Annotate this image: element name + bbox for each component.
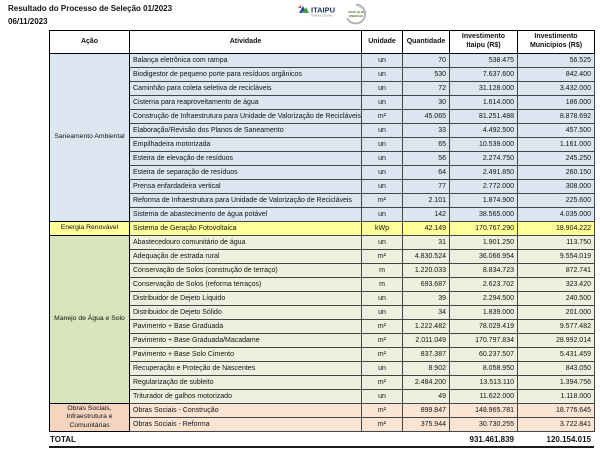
cell-unidade: un — [362, 124, 403, 138]
cell-unidade: m² — [362, 376, 403, 390]
cell-unidade: un — [362, 362, 403, 376]
cell-unidade: m² — [362, 250, 403, 264]
cell-atividade: Adequação de estrada rural — [130, 250, 362, 264]
table-row — [50, 264, 595, 278]
cell-atividade: Pavimento + Base Graduada — [130, 320, 362, 334]
table-row — [50, 362, 595, 376]
group-label: Obras Sociais, Infraestrutura e Comunitárias — [50, 404, 130, 432]
table-row — [50, 404, 595, 418]
cell-investimento-municipios: 225.600 — [518, 194, 595, 208]
cell-investimento-itaipu: 148.965.781 — [450, 404, 518, 418]
cell-quantidade: 899.847 — [403, 404, 450, 418]
cell-atividade: Conservação de Solos (construção de terraço) — [130, 264, 362, 278]
cell-investimento-itaipu: 1.614.000 — [450, 96, 518, 110]
cell-atividade: Empilhadeira motorizada — [130, 138, 362, 152]
cell-investimento-itaipu: 2.772.000 — [450, 180, 518, 194]
cell-investimento-itaipu: 81.251.488 — [450, 110, 518, 124]
cell-investimento-municipios: 1.394.756 — [518, 376, 595, 390]
cell-investimento-itaipu: 170.767.290 — [450, 222, 518, 236]
cell-investimento-itaipu: 2.294.500 — [450, 292, 518, 306]
cell-atividade: Recuperação e Proteção de Nascentes — [130, 362, 362, 376]
cell-investimento-municipios: 3.432.000 — [518, 82, 595, 96]
cell-investimento-itaipu: 13.513.110 — [450, 376, 518, 390]
cell-investimento-municipios: 308.000 — [518, 180, 595, 194]
cell-atividade: Caminhão para coleta seletiva de recicláveis — [130, 82, 362, 96]
table-row — [50, 320, 595, 334]
cell-investimento-municipios: 186.000 — [518, 96, 595, 110]
cell-atividade: Elaboração/Revisão dos Planos de Saneamento — [130, 124, 362, 138]
cell-investimento-itaipu: 170.797.834 — [450, 334, 518, 348]
cell-investimento-itaipu: 10.539.000 — [450, 138, 518, 152]
table-row — [50, 208, 595, 222]
cell-atividade: Pavimento + Base Graduada/Macadame — [130, 334, 362, 348]
cell-unidade: un — [362, 166, 403, 180]
mais-que-energia-badge-icon — [347, 5, 366, 24]
cell-quantidade: 70 — [403, 54, 450, 68]
table-row — [50, 166, 595, 180]
cell-unidade: m² — [362, 110, 403, 124]
table-row — [50, 376, 595, 390]
table-row — [50, 82, 595, 96]
cell-unidade: un — [362, 54, 403, 68]
cell-investimento-municipios: 240.500 — [518, 292, 595, 306]
cell-quantidade: 837.387 — [403, 348, 450, 362]
cell-atividade: Obras Sociais - Construção — [130, 404, 362, 418]
cell-quantidade: 42.149 — [403, 222, 450, 236]
cell-unidade: un — [362, 82, 403, 96]
cell-investimento-itaipu: 4.492.500 — [450, 124, 518, 138]
cell-quantidade: 8.902 — [403, 362, 450, 376]
cell-investimento-municipios: 113.750 — [518, 236, 595, 250]
cell-investimento-itaipu: 60.237.507 — [450, 348, 518, 362]
cell-investimento-itaipu: 2.491.850 — [450, 166, 518, 180]
cell-atividade: Construção de Infraestrutura para Unidade de Valorização de Recicláveis — [130, 110, 362, 124]
cell-quantidade: 65 — [403, 138, 450, 152]
cell-investimento-municipios: 323.420 — [518, 278, 595, 292]
table-row — [50, 194, 595, 208]
cell-investimento-municipios: 4.035.000 — [518, 208, 595, 222]
cell-investimento-municipios: 18.776.645 — [518, 404, 595, 418]
table-row — [50, 124, 595, 138]
cell-investimento-itaipu: 31.128.000 — [450, 82, 518, 96]
cell-quantidade: 2.011.049 — [403, 334, 450, 348]
cell-investimento-municipios: 843.050 — [518, 362, 595, 376]
badge-line1: MAIS QUE — [348, 10, 364, 14]
cell-atividade: Pavimento + Base Solo Cimento — [130, 348, 362, 362]
cell-quantidade: 1.222.482 — [403, 320, 450, 334]
cell-unidade: un — [362, 236, 403, 250]
cell-quantidade: 45.065 — [403, 110, 450, 124]
cell-investimento-itaipu: 2.274.750 — [450, 152, 518, 166]
cell-unidade: m² — [362, 404, 403, 418]
group-label: Manejo de Água e Solo — [50, 236, 130, 404]
table-row — [50, 250, 595, 264]
cell-investimento-municipios: 5.431.459 — [518, 348, 595, 362]
cell-investimento-municipios: 457.500 — [518, 124, 595, 138]
cell-unidade: m — [362, 278, 403, 292]
cell-quantidade: 39 — [403, 292, 450, 306]
cell-quantidade: 31 — [403, 236, 450, 250]
itaipu-mark-icon — [298, 5, 309, 13]
cell-atividade: Triturador de galhos motorizado — [130, 390, 362, 404]
cell-investimento-itaipu: 30.730.255 — [450, 418, 518, 432]
cell-unidade: un — [362, 152, 403, 166]
cell-investimento-municipios: 872.741 — [518, 264, 595, 278]
cell-investimento-itaipu: 1.874.900 — [450, 194, 518, 208]
cell-investimento-municipios: 1.161.000 — [518, 138, 595, 152]
cell-unidade: m² — [362, 348, 403, 362]
cell-investimento-municipios: 842.400 — [518, 68, 595, 82]
cell-investimento-municipios: 8.878.692 — [518, 110, 595, 124]
cell-atividade: Distribuidor de Dejeto Sólido — [130, 306, 362, 320]
table-row — [50, 292, 595, 306]
table-row — [50, 110, 595, 124]
table-row — [50, 418, 595, 432]
badge-line2: ENERGIA — [348, 14, 364, 18]
table-row — [50, 180, 595, 194]
cell-atividade: Balança eletrônica com rampa — [130, 54, 362, 68]
cell-investimento-municipios: 9.577.482 — [518, 320, 595, 334]
cell-investimento-itaipu: 11.622.000 — [450, 390, 518, 404]
cell-atividade: Reforma de Infraestrutura para Unidade de Valorização de Recicláveis — [130, 194, 362, 208]
cell-quantidade: 4.830.524 — [403, 250, 450, 264]
cell-unidade: m² — [362, 320, 403, 334]
header-unidade: Unidade — [362, 31, 403, 54]
cell-atividade: Esteira de separação de resíduos — [130, 166, 362, 180]
cell-atividade: Esteira de elevação de resíduos — [130, 152, 362, 166]
cell-quantidade: 693.687 — [403, 278, 450, 292]
selection-results-table — [49, 30, 595, 432]
total-row — [49, 433, 594, 448]
cell-investimento-itaipu: 78.029.419 — [450, 320, 518, 334]
header-quantidade: Quantidade — [403, 31, 450, 54]
cell-investimento-municipios: 9.554.019 — [518, 250, 595, 264]
cell-atividade: Distribuidor de Dejeto Líquido — [130, 292, 362, 306]
cell-unidade: un — [362, 390, 403, 404]
cell-unidade: kWp — [362, 222, 403, 236]
cell-quantidade: 530 — [403, 68, 450, 82]
cell-quantidade: 33 — [403, 124, 450, 138]
cell-unidade: m² — [362, 194, 403, 208]
table-row — [50, 348, 595, 362]
table-row — [50, 68, 595, 82]
cell-quantidade: 77 — [403, 180, 450, 194]
cell-atividade: Regularização de subleito — [130, 376, 362, 390]
cell-investimento-municipios: 18.904.222 — [518, 222, 595, 236]
cell-quantidade: 2.484.200 — [403, 376, 450, 390]
cell-atividade: Sistema de abastecimento de água potável — [130, 208, 362, 222]
cell-quantidade: 30 — [403, 96, 450, 110]
table-row — [50, 306, 595, 320]
cell-investimento-municipios: 28.992.014 — [518, 334, 595, 348]
total-investimento-itaipu: 931.461.839 — [469, 435, 514, 444]
cell-investimento-itaipu: 2.623.702 — [450, 278, 518, 292]
cell-quantidade: 64 — [403, 166, 450, 180]
table-row — [50, 278, 595, 292]
cell-quantidade: 56 — [403, 152, 450, 166]
cell-quantidade: 1.220.033 — [403, 264, 450, 278]
header-investimento-municipios: Investimento Municípios (R$) — [518, 31, 595, 54]
cell-quantidade: 142 — [403, 208, 450, 222]
cell-investimento-municipios: 3.722.841 — [518, 418, 595, 432]
cell-unidade: un — [362, 292, 403, 306]
cell-investimento-itaipu: 36.066.954 — [450, 250, 518, 264]
cell-investimento-itaipu: 8.058.950 — [450, 362, 518, 376]
itaipu-wordmark: ITAIPU — [311, 5, 336, 15]
cell-unidade: un — [362, 68, 403, 82]
table-row — [50, 390, 595, 404]
table-row — [50, 222, 595, 236]
cell-atividade: Sistema de Geração Fotovoltaica — [130, 222, 362, 236]
itaipu-subtitle: BINACIONAL — [311, 13, 334, 18]
cell-atividade: Abastecedouro comunitário de água — [130, 236, 362, 250]
group-label: Saneamento Ambiental — [50, 54, 130, 222]
cell-investimento-itaipu: 38.565.000 — [450, 208, 518, 222]
cell-investimento-municipios: 56.525 — [518, 54, 595, 68]
page-title: Resultado do Processo de Seleção 01/2023 — [8, 4, 173, 13]
cell-quantidade: 34 — [403, 306, 450, 320]
cell-investimento-municipios: 260.150 — [518, 166, 595, 180]
cell-investimento-municipios: 245.250 — [518, 152, 595, 166]
total-investimento-municipios: 120.154.015 — [546, 435, 591, 444]
total-label: TOTAL — [50, 435, 76, 444]
cell-unidade: un — [362, 306, 403, 320]
cell-atividade: Prensa enfardadeira vertical — [130, 180, 362, 194]
cell-unidade: m — [362, 264, 403, 278]
report-date: 06/11/2023 — [8, 17, 48, 26]
cell-unidade: m² — [362, 334, 403, 348]
cell-atividade: Conservação de Solos (reforma terraços) — [130, 278, 362, 292]
cell-unidade: un — [362, 96, 403, 110]
table-row — [50, 334, 595, 348]
cell-quantidade: 375.944 — [403, 418, 450, 432]
group-label: Energia Renovável — [50, 222, 130, 236]
table-row — [50, 96, 595, 110]
table-row — [50, 152, 595, 166]
header-investimento-itaipu: Investimento Itaipu (R$) — [450, 31, 518, 54]
header-acao: Ação — [50, 31, 130, 54]
cell-investimento-itaipu: 8.834.723 — [450, 264, 518, 278]
cell-unidade: un — [362, 208, 403, 222]
table-row — [50, 236, 595, 250]
cell-quantidade: 49 — [403, 390, 450, 404]
table-body — [50, 54, 595, 432]
cell-investimento-municipios: 201.000 — [518, 306, 595, 320]
cell-investimento-itaipu: 538.475 — [450, 54, 518, 68]
cell-investimento-municipios: 1.118.000 — [518, 390, 595, 404]
table-header — [50, 31, 595, 54]
itaipu-logo — [298, 2, 378, 28]
cell-investimento-itaipu: 7.637.600 — [450, 68, 518, 82]
cell-quantidade: 2.101 — [403, 194, 450, 208]
cell-investimento-itaipu: 1.839.000 — [450, 306, 518, 320]
cell-unidade: un — [362, 138, 403, 152]
cell-investimento-itaipu: 1.901.250 — [450, 236, 518, 250]
cell-quantidade: 72 — [403, 82, 450, 96]
cell-atividade: Biodigestor de pequeno porte para resíduos orgânicos — [130, 68, 362, 82]
table-row — [50, 54, 595, 68]
table-row — [50, 138, 595, 152]
header-atividade: Atividade — [130, 31, 362, 54]
cell-atividade: Obras Sociais - Reforma — [130, 418, 362, 432]
cell-unidade: un — [362, 180, 403, 194]
cell-atividade: Cisterna para reaproveitamento de água — [130, 96, 362, 110]
cell-unidade: m² — [362, 418, 403, 432]
